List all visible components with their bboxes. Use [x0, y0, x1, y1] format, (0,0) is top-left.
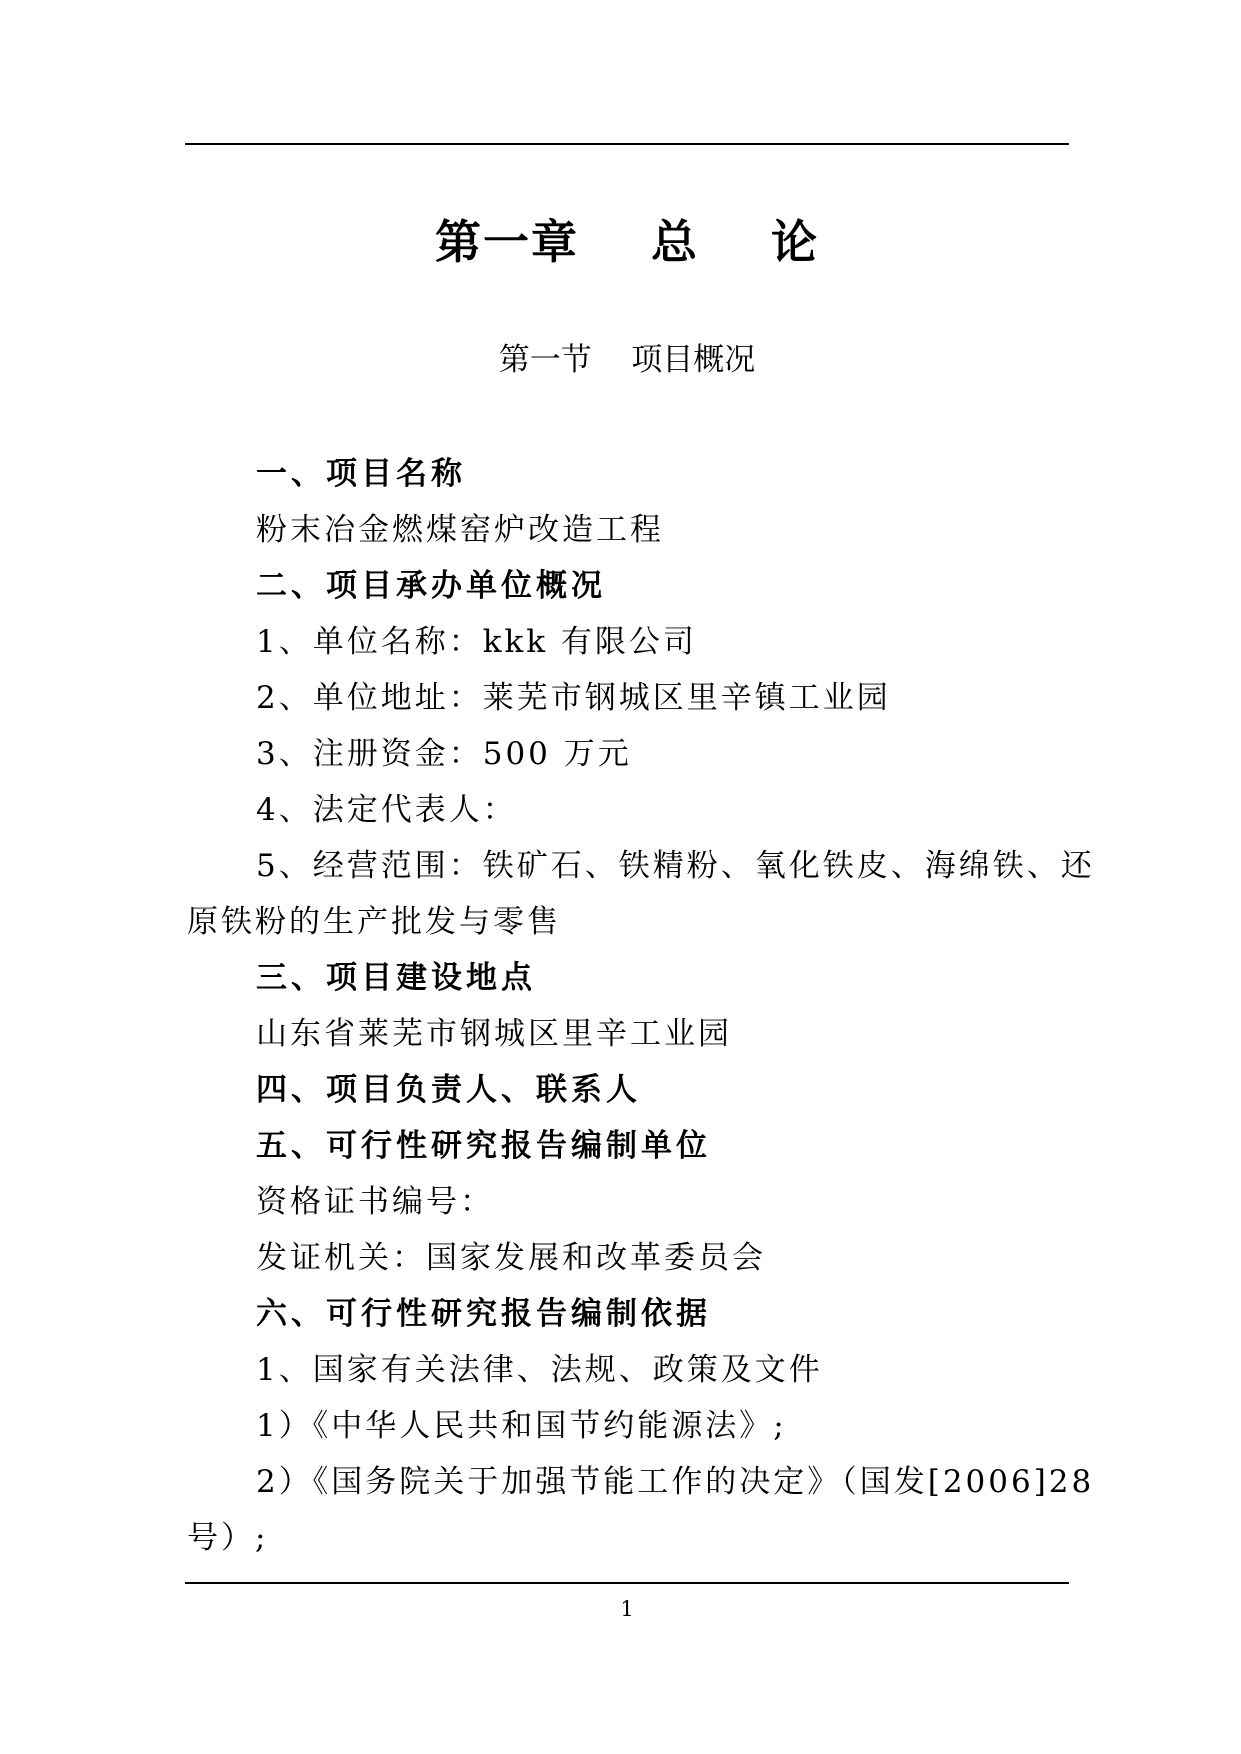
legal-representative: 4、法定代表人：	[256, 792, 517, 828]
project-name-text: 粉末冶金燃煤窑炉改造工程	[256, 512, 664, 548]
registered-capital: 3、注册资金：500 万元	[256, 736, 632, 772]
location-text: 山东省莱芜市钢城区里辛工业园	[256, 1016, 732, 1052]
heading-organizer: 二、项目承办单位概况	[256, 568, 606, 604]
header-rule	[185, 143, 1069, 145]
heading-report-compiler: 五、可行性研究报告编制单位	[256, 1128, 711, 1164]
basis-item-1: 1、国家有关法律、法规、政策及文件	[256, 1352, 823, 1388]
organizer-name: 1、单位名称：kkk 有限公司	[256, 624, 697, 660]
business-scope: 5、经营范围：铁矿石、铁精粉、氧化铁皮、海绵铁、还	[256, 848, 1095, 884]
organizer-address: 2、单位地址：莱芜市钢城区里辛镇工业园	[256, 680, 891, 716]
section-title: 第一节 项目概况	[498, 342, 756, 378]
footer-rule	[185, 1582, 1069, 1584]
heading-location: 三、项目建设地点	[256, 960, 536, 996]
basis-subitem-2-continued: 号）;	[187, 1520, 269, 1556]
business-scope-continued: 原铁粉的生产批发与零售	[187, 904, 561, 940]
basis-subitem-1: 1）《中华人民共和国节约能源法》;	[256, 1408, 787, 1444]
heading-project-name: 一、项目名称	[256, 456, 466, 492]
page-number: 1	[620, 1597, 634, 1621]
basis-subitem-2: 2）《国务院关于加强节能工作的决定》（国发[2006]28	[256, 1464, 1095, 1500]
heading-contact: 四、项目负责人、联系人	[256, 1072, 641, 1108]
issuing-authority: 发证机关：国家发展和改革委员会	[256, 1240, 766, 1276]
certificate-number: 资格证书编号：	[256, 1184, 494, 1220]
heading-report-basis: 六、可行性研究报告编制依据	[256, 1296, 711, 1332]
chapter-title: 第一章 总 论	[434, 215, 820, 269]
